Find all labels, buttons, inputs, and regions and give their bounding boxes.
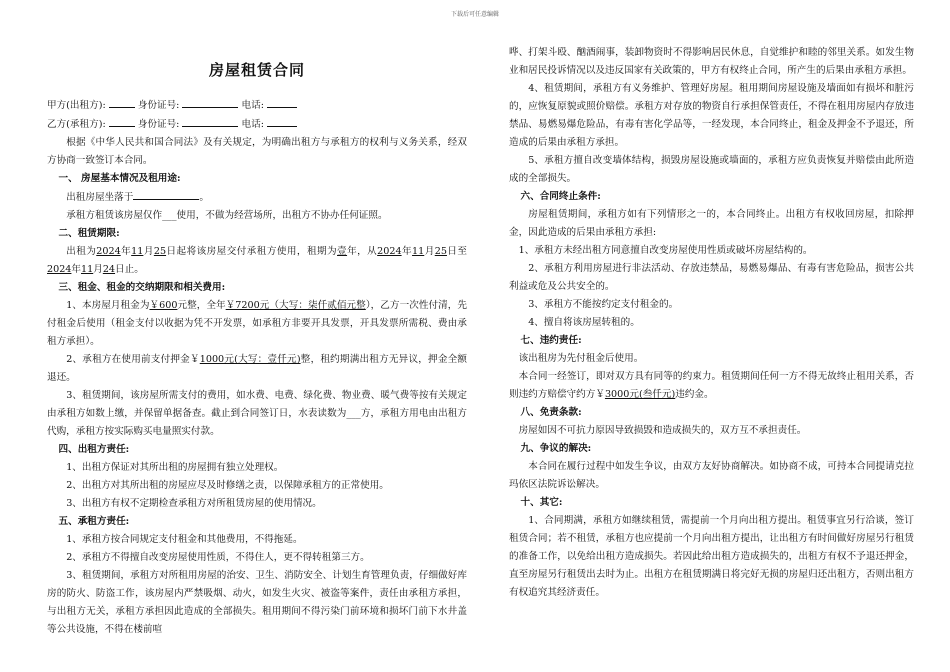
- section-7-item-2: [509, 368, 914, 404]
- section-10-item-1: 1、合同期满，承租方如继续租赁，需提前一个月向出租方提出。租赁事宜另行洽谈，签订租赁合同；若不租赁，承租方也应提前一个月向出租方提出，让出租方有时间做好房屋另行租赁的准备工作，以免给出租方造成损失。若因此给出租方造成损失的，出租方有权不予退还押金，直至房屋另行租赁出去时为止。出租方在租赁期满日将完好无损的房屋归还出租方，否则出租方有权追究其经济责任。: [509, 515, 914, 598]
- section-5-item-3-continued: 哗、打架斗殴、酗酒闹事，装卸物资时不得影响居民休息，自觉维护和睦的邻里关系。如发生物业和居民投诉情况以及违反国家有关政策的，甲方有权终止合同，所产生的后果由承租方承担。: [509, 47, 914, 76]
- party-b-label: 乙方(承租方):: [47, 119, 106, 130]
- party-b-phone-blank: [267, 115, 297, 127]
- section-8-heading: 八、免责条款:: [520, 407, 582, 418]
- party-b-id-label: 身份证号:: [137, 119, 180, 130]
- section-9-heading: 九、争议的解决:: [520, 443, 592, 454]
- term-text-2: 日起将该房屋交付承租方使用，租期为: [166, 246, 338, 257]
- section-7-heading: 七、违约责任:: [520, 335, 582, 346]
- section-10-heading: 十、其它:: [520, 497, 563, 508]
- section-4-item-1: 1、出租方保证对其所出租的房屋拥有独立处理权。: [66, 462, 284, 473]
- section-3-rent: [47, 297, 467, 351]
- party-a-line: [47, 96, 467, 115]
- section-7-item-1: 该出租房为先付租金后使用。: [518, 353, 644, 364]
- section-4-item-2: 2、出租方对其所出租的房屋应尽及时修缮之责，以保障承租方的正常使用。: [66, 480, 389, 491]
- end-month: 11: [81, 264, 94, 275]
- left-column: [47, 44, 467, 639]
- section-3-heading: 三、租金、租金的交纳期限和相关费用:: [58, 282, 226, 293]
- page-title: 房屋租赁合同: [208, 61, 305, 79]
- month-char: 月: [93, 264, 103, 275]
- party-b-name-blank: [109, 115, 135, 127]
- penalty-text-2: 违约金。: [675, 389, 714, 400]
- section-5-item-4: 4、租赁期间，承租方有义务维护、管理好房屋。租用期间房屋设施及墙面如有损坏和脏污的，应恢复原貌或照价赔偿。承租方对存放的物资自行承担保管责任，不得在租用房屋内存放违禁品、易燃易爆危险品，有毒有害化学品等，一经发现，本合同终止，租金及押金不予退还，所造成的后果由承租方承担。: [509, 83, 914, 148]
- section-6-item-3: 3、承租方不能按约定支付租金的。: [528, 299, 679, 310]
- monthly-rent: ￥600: [149, 300, 178, 311]
- section-5-item-5: 5、承租方擅自改变墙体结构，损毁房屋设施或墙面的，承租方应负责恢复并赔偿由此所造成的全部损失。: [509, 155, 914, 184]
- section-2-term: [47, 243, 467, 279]
- location-end: 。: [199, 192, 209, 203]
- section-4-item-3: 3、出租方有权不定期检查承租方对所租赁房屋的使用情况。: [66, 498, 322, 509]
- rent-text-1: 1、本房屋月租金为: [66, 300, 150, 311]
- party-a-id-blank: [182, 96, 238, 108]
- section-6-intro: 房屋租赁期间，承租方如有下列情形之一的，本合同终止。出租方有权收回房屋，扣除押金，因此造成的后果由承租方承担:: [509, 209, 914, 238]
- from-month: 11: [412, 246, 425, 257]
- year-char: 年: [401, 246, 413, 257]
- party-a-id-label: 身份证号:: [137, 100, 180, 111]
- section-5-item-2: 2、承租方不得擅自改变房屋使用性质，不得住人，更不得转租第三方。: [66, 552, 370, 563]
- section-5-item-1: 1、承租方按合同规定支付租金和其他费用，不得拖延。: [66, 534, 303, 545]
- from-year: 2024: [377, 246, 402, 257]
- party-a-label: 甲方(出租方):: [47, 100, 106, 111]
- party-b-phone-label: 电话:: [241, 119, 264, 130]
- section-6-item-1: 1、承租方未经出租方同意擅自改变房屋使用性质或破坏房屋结构的。: [518, 245, 813, 256]
- month-char: 月: [424, 246, 435, 257]
- section-6-heading: 六、合同终止条件:: [520, 191, 601, 202]
- section-8-item-1: 房屋如因不可抗力原因导致损毁和造成损失的，双方互不承担责任。: [518, 425, 807, 436]
- section-1-heading: 一、 房屋基本情况及租用途:: [58, 173, 181, 184]
- year-char: 年: [120, 246, 132, 257]
- deposit-text-2: 整，租约期满出租方无异议，押金全额退还。: [47, 354, 467, 383]
- end-year: 2024: [47, 264, 72, 275]
- term-text-5: 日止。: [115, 264, 144, 275]
- from-day: 25: [434, 246, 447, 257]
- annual-rent: ￥7200元（大写：柒仟贰佰元整: [225, 300, 366, 311]
- start-month: 11: [131, 246, 144, 257]
- term-text-3: 年，从: [347, 246, 378, 257]
- rent-text-3: ），乙方一次性付清，先付租金后使用（租金支付以收据为凭不开发票，如承租方非要开具发票，开具发票所需税、费由承租方承担）。: [47, 300, 468, 347]
- term-text-1: 出租为: [66, 246, 97, 257]
- party-a-phone-blank: [267, 96, 297, 108]
- section-2-heading: 二、租赁期限:: [58, 228, 120, 239]
- section-9-item-1: 本合同在履行过程中如发生争议，由双方友好协商解决。如协商不成，可持本合同提请克拉玛依区法院诉讼解决。: [509, 461, 914, 490]
- deposit-text-1: 2、承租方在使用前支付押金￥: [66, 354, 200, 365]
- year-char: 年: [71, 264, 82, 275]
- penalty-text-1: 本合同一经签订，即对双方具有同等的约束力。租赁期间任何一方不得无故终止租用关系，否则违约方赔偿守约方￥: [509, 371, 914, 400]
- section-3-fees: 3、租赁期间，该房屋所需支付的费用，如水费、电费、绿化费、物业费、暖气费等按有关规定由承租方如数上缴，并保留单据备查。截止到合同签订日，水表读数为___方，承租方用电由出租方代购，承租方按实际购买电量照实付款。: [47, 390, 467, 437]
- right-column: [509, 44, 914, 602]
- term-length: 壹: [337, 246, 348, 257]
- header-note: 下载后可任意编辑: [450, 11, 499, 18]
- start-year: 2024: [96, 246, 121, 257]
- party-b-line: [47, 115, 467, 134]
- end-day: 24: [102, 264, 116, 275]
- penalty-amount: 3000元(叁仟元): [604, 389, 676, 400]
- location-label: 出租房屋坐落于: [66, 192, 134, 203]
- section-3-deposit: [47, 351, 467, 387]
- section-6-item-2: 2、承租方利用房屋进行非法活动、存放违禁品，易燃易爆品、有毒有害危险品，损害公共利益或危及公共安全的。: [509, 263, 914, 292]
- deposit-amount: 1000元(大写：壹仟元): [199, 354, 301, 365]
- month-char: 月: [143, 246, 154, 257]
- section-5-heading: 五、承租方责任:: [58, 516, 130, 527]
- section-4-heading: 四、出租方责任:: [58, 444, 130, 455]
- party-a-phone-label: 电话:: [241, 100, 264, 111]
- section-1-usage: 承租方租赁该房屋仅作___使用，不做为经营场所，出租方不协办任何证照。: [66, 210, 388, 221]
- term-text-4: 日至: [446, 246, 468, 257]
- intro-paragraph: 根据《中华人民共和国合同法》及有关规定，为明确出租方与承租方的权利与义务关系，经双方协商一致签订本合同。: [47, 137, 467, 166]
- party-b-id-blank: [182, 115, 238, 127]
- section-1-location: [47, 188, 467, 207]
- party-a-name-blank: [109, 96, 135, 108]
- rent-text-2: 元整，全年: [177, 300, 226, 311]
- start-day: 25: [153, 246, 167, 257]
- section-5-item-3: 3、租赁期间，承租方对所租用房屋的治安、卫生、消防安全、计划生育管理负责，仔细做好库房的防火、防盗工作，该房屋内严禁吸烟、动火，如发生火灾、被盗等案件，责任由承租方承担，与出租方无关，承租方承担因此造成的全部损失。租用期间不得污染门前环境和损坏门前下水井盖等公共设施，不得在楼前喧: [47, 570, 467, 635]
- section-6-item-4: 4、擅自将该房屋转租的。: [528, 317, 640, 328]
- location-blank: [133, 188, 199, 200]
